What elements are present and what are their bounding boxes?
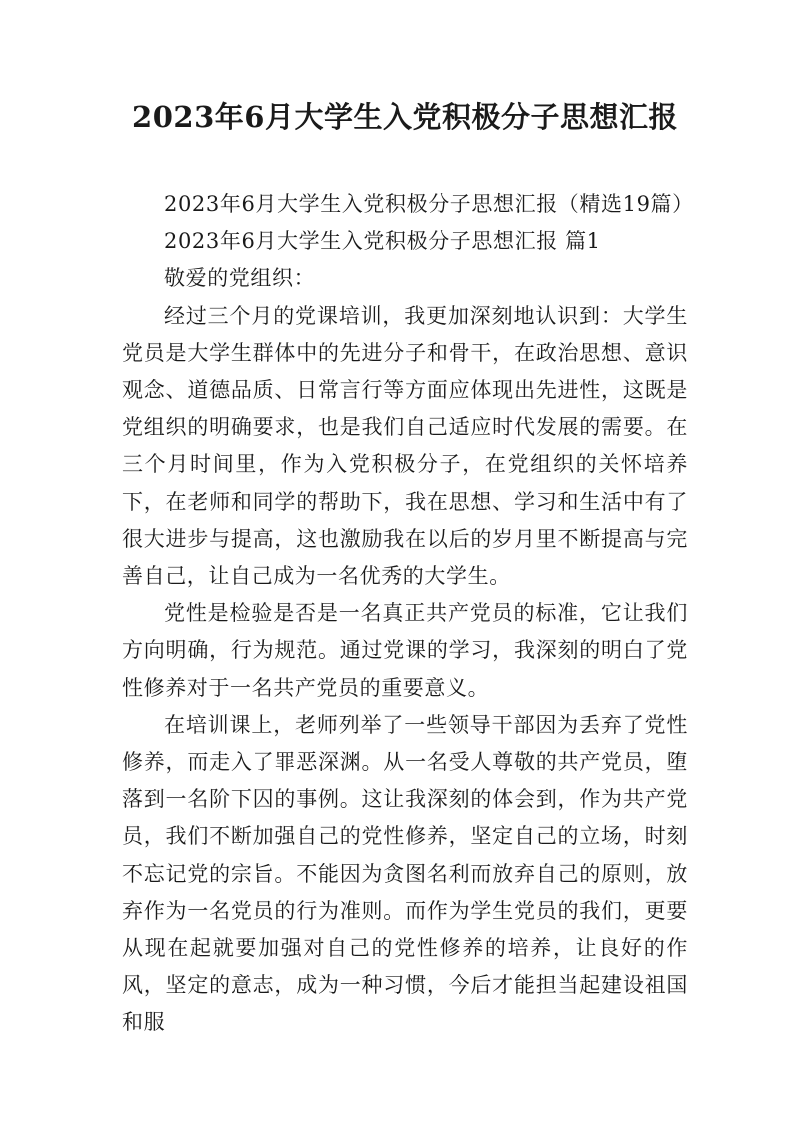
document-body bbox=[122, 186, 694, 1042]
paragraph-1: 经过三个月的党课培训，我更加深刻地认识到：大学生党员是大学生群体中的先进分子和骨干，在政治思想、意识观念、道德品质、日常言行等方面应体现出先进性，这既是党组织的明确要求，也是我们自己适应时代发展的需要。在三个月时间里，作为入党积极分子，在党组织的关怀培养下，在老师和同学的帮助下，我在思想、学习和生活中有了很大进步与提高，这也激励我在以后的岁月里不断提高与完善自己，让自己成为一名优秀的大学生。 bbox=[122, 303, 688, 589]
paragraph-2: 党性是检验是否是一名真正共产党员的标准，它让我们方向明确，行为规范。通过党课的学习，我深刻的明白了党性修养对于一名共产党员的重要意义。 bbox=[122, 601, 688, 700]
document-subtitle: 2023年6月大学生入党积极分子思想汇报（精选19篇） bbox=[164, 192, 694, 216]
section-heading: 2023年6月大学生入党积极分子思想汇报 篇1 bbox=[164, 229, 601, 254]
salutation: 敬爱的党组织： bbox=[164, 266, 316, 291]
document-title: 2023年6月大学生入党积极分子思想汇报 bbox=[132, 100, 678, 134]
paragraph-3: 在培训课上，老师列举了一些领导干部因为丢弃了党性修养，而走入了罪恶深渊。从一名受人尊敬的共产党员，堕落到一名阶下囚的事例。这让我深刻的体会到，作为共产党员，我们不断加强自己的党性修养，坚定自己的立场，时刻不忘记党的宗旨。不能因为贪图名利而放弃自己的原则，放弃作为一名党员的行为准则。而作为学生党员的我们，更要从现在起就要加强对自己的党性修养的培养，让良好的作风，坚定的意志，成为一种习惯，今后才能担当起建设祖国和服 bbox=[122, 712, 688, 1035]
